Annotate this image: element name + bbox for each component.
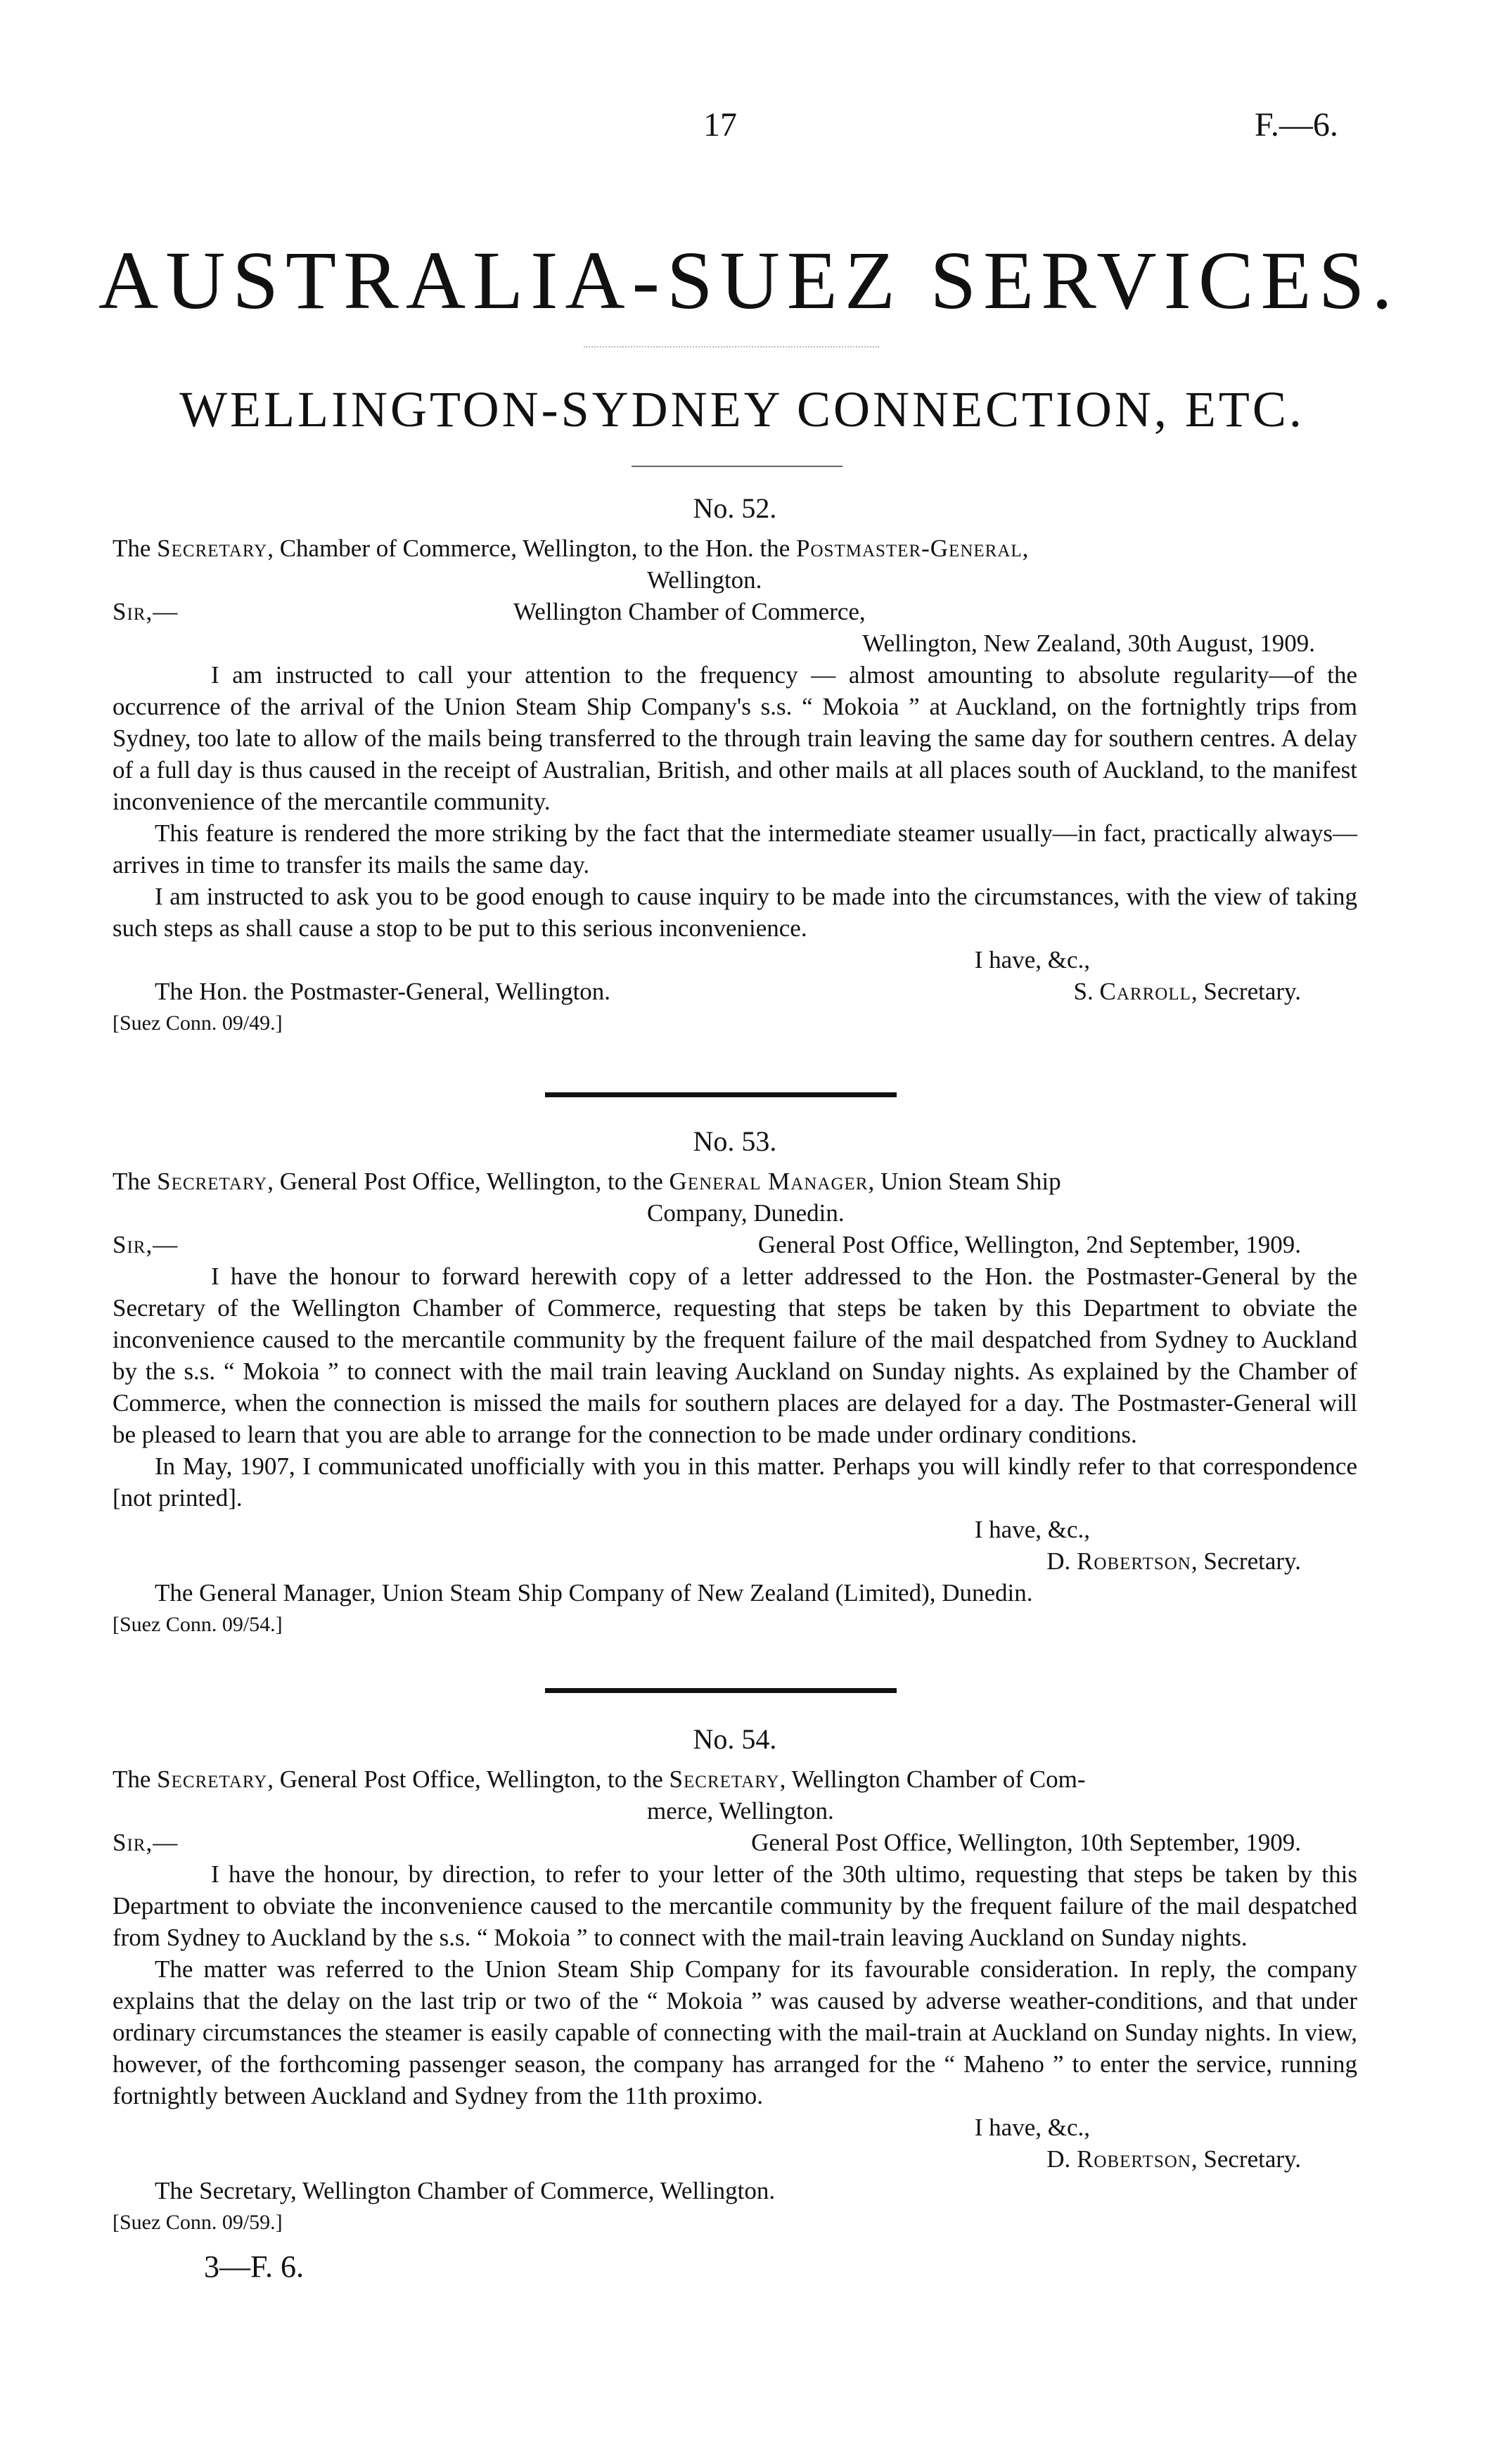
letter-heading [113, 1165, 1357, 1229]
letter-number: No. 53. [693, 1125, 777, 1157]
signatory-name: Carroll [1099, 978, 1191, 1005]
letter-closing: I have, &c., [974, 2114, 1090, 2141]
signatory-name: Robertson [1077, 2145, 1191, 2173]
letter-heading [113, 1763, 1357, 1827]
letter-paragraph: I am instructed to ask you to be good enough to cause inquiry to be made into the circumstances, with the view of taking such steps as shall cause a stop to be put to this serious inconvenience. [113, 883, 1357, 942]
heading-text: The [113, 535, 151, 562]
letter-closing: I have, &c., [974, 1516, 1090, 1543]
file-reference: [Suez Conn. 09/59.] [113, 2211, 283, 2234]
letter-paragraph: I am instructed to call your attention to the frequency — almost amounting to absolute regularity—of the occurrence of the arrival of the Union Steam Ship Company's s.s. “ Mokoia ” at Auckland, on the fortnightly trips from Sydney, too late to allow of the mails being transferred to the through train leaving the same day for southern centres. A delay of a full day is thus caused in the receipt of Australian, British, and other mails at all places south of Auckland, to the manifest inconvenience of the mercantile community. [113, 661, 1357, 815]
heading-recipient: Postmaster-General [796, 535, 1023, 562]
letter-date: General Post Office, Wellington, 10th September, 1909. [751, 1829, 1301, 1856]
letter-number: No. 52. [693, 492, 777, 524]
page-title: AUSTRALIA-SUEZ SERVICES. [98, 234, 1399, 326]
signatory-initial: D. [1046, 1547, 1071, 1575]
page-subtitle: WELLINGTON-SYDNEY CONNECTION, ETC. [179, 381, 1305, 437]
salutation: Sir,— [113, 1231, 179, 1258]
heading-text: The [113, 1168, 151, 1195]
signatory [1074, 976, 1301, 1007]
heading-text: , [1022, 535, 1029, 562]
section-divider [545, 1092, 897, 1097]
sender-address: Wellington Chamber of Commerce, [513, 598, 866, 625]
file-reference: [Suez Conn. 09/49.] [113, 1011, 283, 1035]
heading-sender: Secretary [157, 1168, 268, 1195]
salutation-row [113, 1229, 1357, 1260]
letter-54 [113, 1723, 1357, 2282]
signatory-initial: D. [1046, 2145, 1071, 2173]
signatory-title: , Secretary. [1191, 1547, 1301, 1575]
heading-text: , Wellington Chamber of Com- [779, 1765, 1086, 1793]
signatory-initial: S. [1073, 978, 1094, 1005]
letter-paragraph: In May, 1907, I communicated unofficially with you in this matter. Perhaps you will kindly refer to that correspondence [not printed]. [113, 1452, 1357, 1512]
salutation-row [113, 1827, 1357, 1858]
salutation-row [113, 596, 1357, 627]
heading-recipient: Secretary [669, 1765, 780, 1793]
heading-sender: Secretary [157, 1765, 268, 1793]
heading-text: , General Post Office, Wellington, to the [267, 1765, 663, 1793]
letter-paragraph: I have the honour to forward herewith copy of a letter addressed to the Hon. the Postmaster-General by the Secretary of the Wellington Chamber of Commerce, requesting that steps be taken by this Department to obviate the inconvenience caused to the mercantile community by the frequent failure of the mail despatched from Sydney to Auckland by the s.s. “ Mokoia ” to connect with the mail train leaving Auckland on Sunday nights. As explained by the Chamber of Commerce, when the connection is missed the mails for southern places are delayed for a day. The Postmaster-General will be pleased to learn that you are able to arrange for the connection to be made under ordinary conditions. [113, 1263, 1357, 1448]
document-reference: F.—6. [1255, 106, 1338, 143]
letter-closing: I have, &c., [974, 946, 1090, 973]
heading-continuation: merce, Wellington. [647, 1797, 834, 1825]
signatory [113, 2143, 1357, 2175]
letter-52 [113, 492, 1357, 1039]
letter-heading [113, 532, 1357, 596]
heading-text: , Union Steam Ship [868, 1168, 1061, 1195]
signatory-title: , Secretary. [1191, 2145, 1301, 2173]
signatory-name: Robertson [1077, 1547, 1191, 1575]
file-reference: [Suez Conn. 09/54.] [113, 1613, 283, 1636]
page-number: 17 [703, 106, 737, 143]
letter-paragraph: The matter was referred to the Union Steam Ship Company for its favourable consideration. In reply, the company explains that the delay on the last trip or two of the “ Mokoia ” was caused by adverse weather-conditions, and that under ordinary circumstances the steamer is easily capable of connecting with the mail-train at Auckland on Sunday nights. In view, however, of the forthcoming passenger season, the company has arranged for the “ Maheno ” to enter the service, running fortnightly between Auckland and Sydney from the 11th proximo. [113, 1955, 1357, 2109]
addressee: The General Manager, Union Steam Ship Company of New Zealand (Limited), Dunedin. [155, 1579, 1033, 1607]
subtitle-divider [632, 466, 843, 467]
sheet-mark: 3—F. 6. [204, 2249, 304, 2284]
signatory-title: , Secretary. [1191, 978, 1301, 1005]
salutation: Sir,— [113, 1829, 179, 1856]
title-divider [584, 346, 879, 347]
section-divider [545, 1688, 897, 1693]
letter-number: No. 54. [693, 1723, 777, 1755]
addressee: The Secretary, Wellington Chamber of Commerce, Wellington. [155, 2177, 776, 2204]
addressee: The Hon. the Postmaster-General, Wellington. [155, 978, 611, 1005]
signatory [113, 1545, 1357, 1577]
heading-text: , Chamber of Commerce, Wellington, to the Hon. the [267, 535, 790, 562]
heading-continuation: Company, Dunedin. [647, 1199, 845, 1227]
heading-recipient: General Manager [669, 1168, 869, 1195]
heading-sender: Secretary [157, 535, 268, 562]
letter-paragraph: I have the honour, by direction, to refer to your letter of the 30th ultimo, requesting that steps be taken by this Department to obviate the inconvenience caused to the mercantile community by the frequent failure of the mail despatched from Sydney to Auckland by the s.s. “ Mokoia ” to connect with the mail-train leaving Auckland on Sunday nights. [113, 1860, 1357, 1951]
salutation: Sir,— [113, 598, 179, 625]
letter-paragraph: This feature is rendered the more striking by the fact that the intermediate steamer usually—in fact, practically always—arrives in time to transfer its mails the same day. [113, 819, 1357, 879]
letter-date: Wellington, New Zealand, 30th August, 1909. [862, 630, 1315, 657]
signature-row [113, 976, 1357, 1007]
heading-text: The [113, 1765, 151, 1793]
heading-text: , General Post Office, Wellington, to the [267, 1168, 663, 1195]
heading-continuation: Wellington. [647, 566, 762, 594]
letter-date: General Post Office, Wellington, 2nd September, 1909. [757, 1231, 1301, 1258]
letter-53 [113, 1125, 1357, 1640]
